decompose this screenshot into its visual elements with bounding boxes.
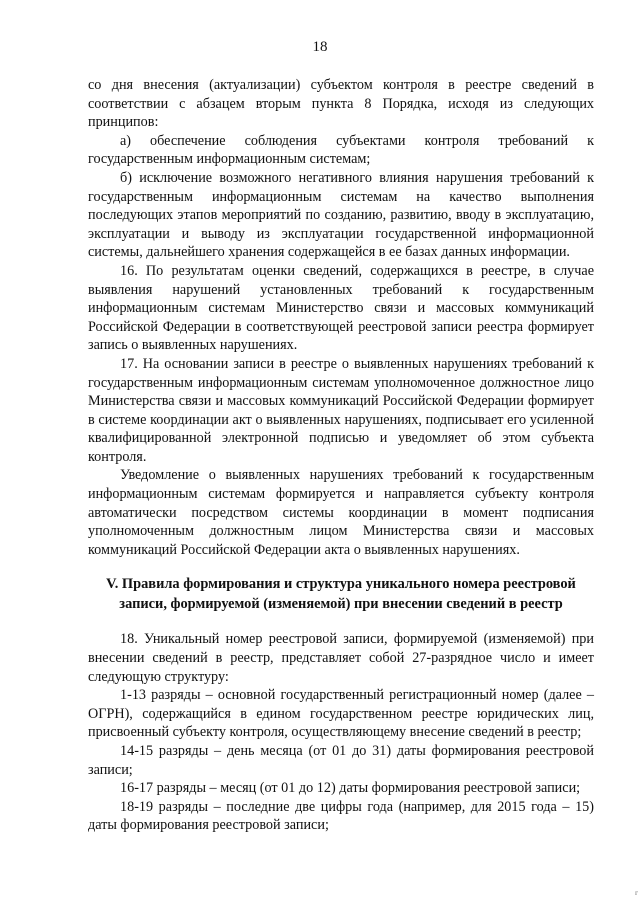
paragraph-digits-16-17: 16-17 разряды – месяц (от 01 до 12) даты формирования реестровой записи; <box>120 780 581 797</box>
paragraph-item-16: 16. По результатам оценки сведений, содержащихся в реестре, в случае выявления нарушений установленных требований к государственным информационным системам Министерство связи и массовых коммуникаций Российской Федерации в соответствующей реестровой записи реестра формирует запись о выявленных нарушениях. <box>88 262 594 354</box>
page-number: 18 <box>312 39 328 55</box>
paragraph-item-18: 18. Уникальный номер реестровой записи, формируемой (изменяемой) при внесении сведений в реестр, представляет собой 27-разрядное число и имеет следующую структуру: <box>88 631 594 685</box>
paragraph-digits-1-13: 1-13 разряды – основной государственный регистрационный номер (далее – ОГРН), содержащийся в едином государственном реестре юридических лиц, присвоенный субъекту контроля, осуществляющему внесение сведений в реестр; <box>88 687 594 741</box>
paragraph-digits-14-15: 14-15 разряды – день месяца (от 01 до 31) даты формирования реестровой записи; <box>88 743 594 778</box>
document-body <box>88 76 594 835</box>
paragraph-notification: Уведомление о выявленных нарушениях требований к государственным информационным системам формируется и направляется субъекту контроля автоматически посредством системы координации в момент подписания уполномоченным должностным лицом Министерства связи и массовых коммуникаций Российской Федерации акта о выявленных нарушениях. <box>88 467 594 558</box>
edge-mark: г <box>635 889 638 897</box>
paragraph-principle-a: а) обеспечение соблюдения субъектами контроля требований к государственным информационным системам; <box>88 132 594 168</box>
paragraph-item-17: 17. На основании записи в реестре о выявленных нарушениях требований к государственным информационным системам уполномоченное должностное лицо Министерства связи и массовых коммуникаций Российской Федерации формирует в системе координации акт о выявленных нарушениях, подписывает его усиленной квалифицированной электронной подписью и уведомляет об этом субъекта контроля. <box>88 355 594 465</box>
paragraph-principle-b: б) исключение возможного негативного влияния нарушения требований к государственным информационным системам на качество выполнения последующих этапов мероприятий по созданию, развитию, вводу в эксплуатацию, эксплуатации и выводу из эксплуатации государственной информационной системы, дальнейшего хранения содержащейся в ее базах данных информации. <box>88 169 594 261</box>
paragraph-intro: со дня внесения (актуализации) субъектом контроля в реестре сведений в соответствии с абзацем вторым пункта 8 Порядка, исходя из следующих принципов: <box>88 77 594 131</box>
paragraph-digits-18-19: 18-19 разряды – последние две цифры года (например, для 2015 года – 15) даты формирования реестровой записи; <box>88 798 594 834</box>
section-heading: V. Правила формирования и структура уникального номера реестровой записи, формируемой (изменяемой) при внесении сведений в реестр <box>106 576 576 612</box>
